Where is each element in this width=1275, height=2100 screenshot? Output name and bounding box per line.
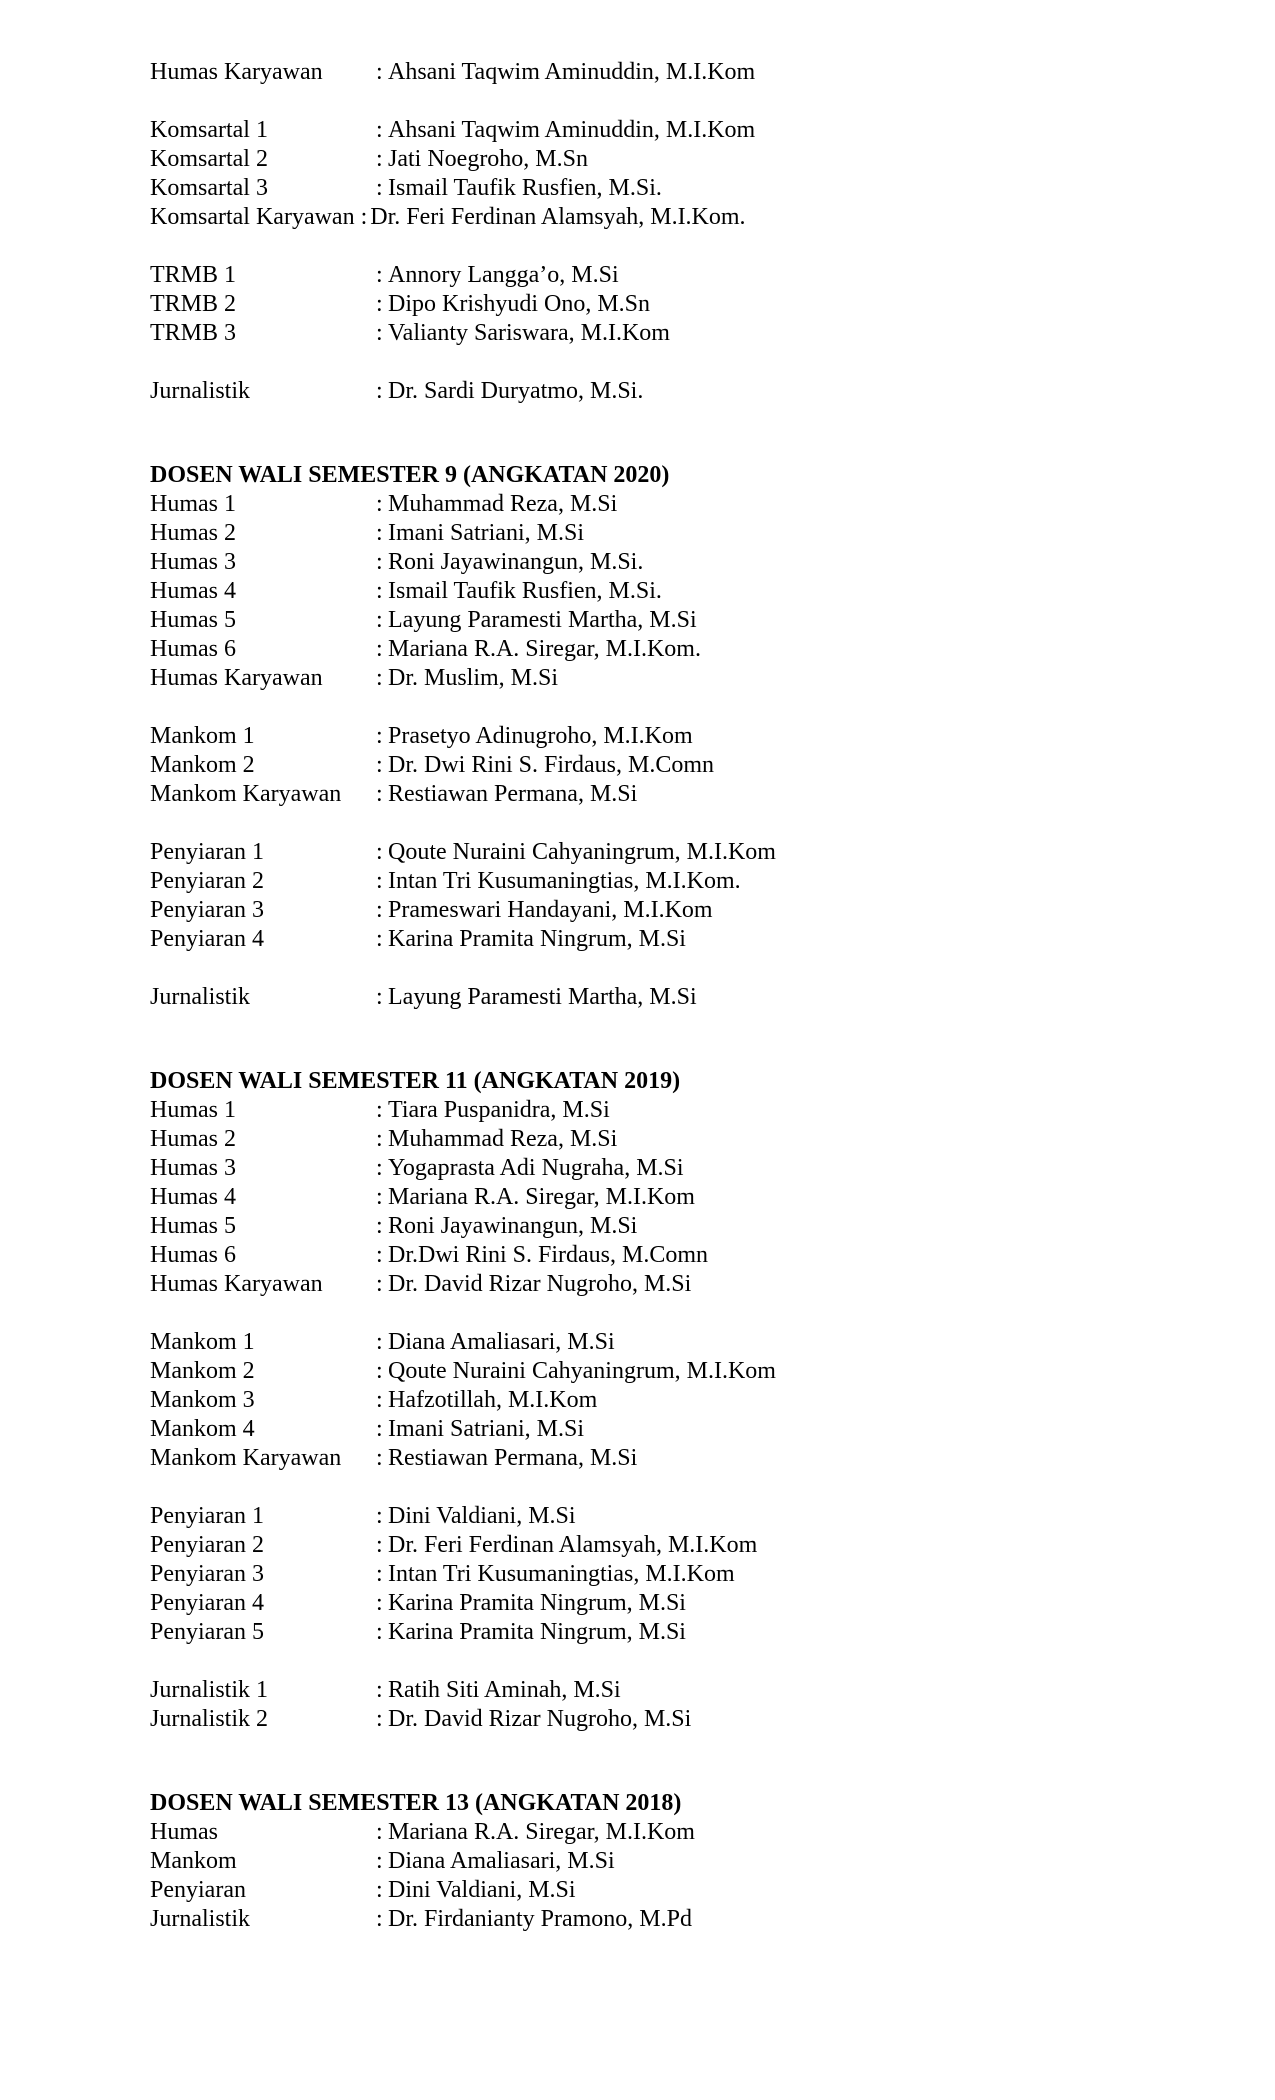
colon-separator: : bbox=[376, 1358, 383, 1384]
lecturer-name: Dini Valdiani, M.Si bbox=[388, 1877, 576, 1903]
assignment-row bbox=[150, 1241, 1210, 1270]
assignment-row bbox=[150, 1531, 1210, 1560]
colon-separator: : bbox=[376, 1126, 383, 1152]
lecturer-name: Dipo Krishyudi Ono, M.Sn bbox=[388, 291, 651, 317]
colon-separator: : bbox=[376, 839, 383, 865]
assignment-row bbox=[150, 1154, 1210, 1183]
lecturer-name: Dr.Dwi Rini S. Firdaus, M.Comn bbox=[388, 1242, 709, 1268]
program-label: Humas bbox=[150, 1819, 218, 1845]
assignment-row bbox=[150, 1876, 1210, 1905]
group-spacer bbox=[150, 1473, 1210, 1502]
colon-separator: : bbox=[376, 1619, 383, 1645]
assignment-row bbox=[150, 319, 1210, 348]
colon-separator: : bbox=[376, 926, 383, 952]
colon-separator: : bbox=[376, 1819, 383, 1845]
assignment-row bbox=[150, 664, 1210, 693]
program-label: Penyiaran 3 bbox=[150, 1561, 264, 1587]
program-label: Humas 3 bbox=[150, 549, 236, 575]
program-label: Mankom 2 bbox=[150, 1358, 255, 1384]
lecturer-name: Intan Tri Kusumaningtias, M.I.Kom bbox=[388, 1561, 735, 1587]
assignment-row bbox=[150, 1444, 1210, 1473]
program-label: Komsartal Karyawan bbox=[150, 204, 355, 230]
assignment-row bbox=[150, 203, 1210, 232]
group-spacer bbox=[150, 693, 1210, 722]
program-label: Penyiaran 4 bbox=[150, 926, 264, 952]
lecturer-name: Muhammad Reza, M.Si bbox=[388, 1126, 618, 1152]
lecturer-name: Diana Amaliasari, M.Si bbox=[388, 1848, 615, 1874]
lecturer-name: Dr. Feri Ferdinan Alamsyah, M.I.Kom bbox=[388, 1532, 758, 1558]
group-spacer bbox=[150, 87, 1210, 116]
assignment-row bbox=[150, 635, 1210, 664]
program-label: Humas 6 bbox=[150, 636, 236, 662]
section-heading: DOSEN WALI SEMESTER 11 (ANGKATAN 2019) bbox=[150, 1068, 681, 1094]
program-label: Humas 2 bbox=[150, 1126, 236, 1152]
lecturer-name: Mariana R.A. Siregar, M.I.Kom bbox=[388, 1819, 695, 1845]
group-spacer bbox=[150, 809, 1210, 838]
program-label: Humas 3 bbox=[150, 1155, 236, 1181]
assignment-row bbox=[150, 1705, 1210, 1734]
program-label: Komsartal 3 bbox=[150, 175, 268, 201]
group-spacer bbox=[150, 232, 1210, 261]
colon-separator: : bbox=[376, 1848, 383, 1874]
colon-separator: : bbox=[376, 262, 383, 288]
program-label: Mankom 4 bbox=[150, 1416, 255, 1442]
lecturer-name: Roni Jayawinangun, M.Si bbox=[388, 1213, 638, 1239]
assignment-row bbox=[150, 58, 1210, 87]
colon-separator: : bbox=[376, 868, 383, 894]
program-label: TRMB 2 bbox=[150, 291, 237, 317]
lecturer-name: Mariana R.A. Siregar, M.I.Kom. bbox=[388, 636, 701, 662]
assignment-row bbox=[150, 1183, 1210, 1212]
group-spacer bbox=[150, 954, 1210, 983]
assignment-row bbox=[150, 1905, 1210, 1934]
lecturer-name: Dr. David Rizar Nugroho, M.Si bbox=[388, 1271, 692, 1297]
assignment-row bbox=[150, 780, 1210, 809]
lecturer-name: Prameswari Handayani, M.I.Kom bbox=[388, 897, 713, 923]
lecturer-name: Layung Paramesti Martha, M.Si bbox=[388, 984, 697, 1010]
assignment-row bbox=[150, 1502, 1210, 1531]
assignment-row bbox=[150, 1676, 1210, 1705]
program-label: Penyiaran 2 bbox=[150, 868, 264, 894]
program-label: Humas 1 bbox=[150, 1097, 236, 1123]
colon-separator: : bbox=[376, 1242, 383, 1268]
lecturer-name: Hafzotillah, M.I.Kom bbox=[388, 1387, 598, 1413]
colon-separator: : bbox=[376, 1906, 383, 1932]
assignment-row bbox=[150, 577, 1210, 606]
program-label: Jurnalistik 1 bbox=[150, 1677, 268, 1703]
colon-separator: : bbox=[376, 636, 383, 662]
assignment-row bbox=[150, 1096, 1210, 1125]
colon-separator: : bbox=[376, 59, 383, 85]
colon-separator: : bbox=[376, 1416, 383, 1442]
assignment-row bbox=[150, 174, 1210, 203]
colon-separator: : bbox=[376, 549, 383, 575]
program-label: Humas 5 bbox=[150, 607, 236, 633]
program-label: TRMB 1 bbox=[150, 262, 237, 288]
program-label: Humas Karyawan bbox=[150, 665, 323, 691]
colon-separator: : bbox=[376, 1877, 383, 1903]
colon-separator: : bbox=[376, 1184, 383, 1210]
program-label: Humas Karyawan bbox=[150, 1271, 323, 1297]
lecturer-name: Dr. David Rizar Nugroho, M.Si bbox=[388, 1706, 692, 1732]
assignment-row bbox=[150, 1589, 1210, 1618]
colon-separator: : bbox=[376, 320, 383, 346]
colon-separator: : bbox=[376, 291, 383, 317]
colon-separator: : bbox=[376, 117, 383, 143]
colon-separator: : bbox=[376, 1503, 383, 1529]
lecturer-name: Layung Paramesti Martha, M.Si bbox=[388, 607, 697, 633]
colon-separator: : bbox=[376, 1329, 383, 1355]
assignment-row bbox=[150, 1847, 1210, 1876]
section-spacer bbox=[150, 406, 1210, 461]
lecturer-name: Ahsani Taqwim Aminuddin, M.I.Kom bbox=[388, 59, 756, 85]
colon-separator: : bbox=[376, 1677, 383, 1703]
lecturer-name: Dr. Sardi Duryatmo, M.Si. bbox=[388, 378, 644, 404]
lecturer-name: Dr. Dwi Rini S. Firdaus, M.Comn bbox=[388, 752, 715, 778]
lecturer-name: Ratih Siti Aminah, M.Si bbox=[388, 1677, 621, 1703]
colon-separator: : bbox=[376, 1097, 383, 1123]
assignment-row bbox=[150, 1328, 1210, 1357]
program-label: Humas 5 bbox=[150, 1213, 236, 1239]
colon-separator: : bbox=[376, 1561, 383, 1587]
colon-separator: : bbox=[376, 491, 383, 517]
document-page bbox=[150, 58, 1210, 1934]
program-label: Komsartal 1 bbox=[150, 117, 268, 143]
assignment-row bbox=[150, 377, 1210, 406]
section-heading: DOSEN WALI SEMESTER 13 (ANGKATAN 2018) bbox=[150, 1790, 682, 1816]
program-label: Humas 4 bbox=[150, 578, 236, 604]
section-spacer bbox=[150, 1734, 1210, 1789]
assignment-row bbox=[150, 1357, 1210, 1386]
colon-separator: : bbox=[376, 1590, 383, 1616]
assignment-row bbox=[150, 519, 1210, 548]
program-label: Jurnalistik bbox=[150, 1906, 250, 1932]
colon-separator: : bbox=[376, 146, 383, 172]
assignment-row bbox=[150, 548, 1210, 577]
assignment-row bbox=[150, 606, 1210, 635]
lecturer-name: Ismail Taufik Rusfien, M.Si. bbox=[388, 175, 662, 201]
program-label: TRMB 3 bbox=[150, 320, 237, 346]
assignment-row bbox=[150, 896, 1210, 925]
group-spacer bbox=[150, 1299, 1210, 1328]
assignment-row bbox=[150, 722, 1210, 751]
program-label: Jurnalistik bbox=[150, 378, 250, 404]
assignment-row bbox=[150, 867, 1210, 896]
lecturer-name: Imani Satriani, M.Si bbox=[388, 1416, 584, 1442]
colon-separator: : bbox=[376, 1271, 383, 1297]
program-label: Mankom 1 bbox=[150, 1329, 255, 1355]
group-spacer bbox=[150, 1647, 1210, 1676]
colon-separator: : bbox=[376, 1445, 383, 1471]
assignment-row bbox=[150, 261, 1210, 290]
colon-separator: : bbox=[376, 175, 383, 201]
program-label: Humas 6 bbox=[150, 1242, 236, 1268]
program-label: Penyiaran 3 bbox=[150, 897, 264, 923]
lecturer-name: Dr. Feri Ferdinan Alamsyah, M.I.Kom. bbox=[370, 204, 746, 230]
colon-separator: : bbox=[376, 984, 383, 1010]
program-label: Mankom Karyawan bbox=[150, 781, 342, 807]
section-spacer bbox=[150, 1012, 1210, 1067]
assignment-row bbox=[150, 751, 1210, 780]
colon-separator: : bbox=[376, 520, 383, 546]
lecturer-name: Qoute Nuraini Cahyaningrum, M.I.Kom bbox=[388, 1358, 776, 1384]
lecturer-name: Restiawan Permana, M.Si bbox=[388, 781, 638, 807]
lecturer-name: Valianty Sariswara, M.I.Kom bbox=[388, 320, 670, 346]
colon-separator: : bbox=[376, 378, 383, 404]
colon-separator: : bbox=[376, 1532, 383, 1558]
lecturer-name: Ahsani Taqwim Aminuddin, M.I.Kom bbox=[388, 117, 756, 143]
assignment-row bbox=[150, 838, 1210, 867]
lecturer-name: Karina Pramita Ningrum, M.Si bbox=[388, 1590, 686, 1616]
colon-separator: : bbox=[376, 752, 383, 778]
lecturer-name: Yogaprasta Adi Nugraha, M.Si bbox=[388, 1155, 684, 1181]
program-label: Komsartal 2 bbox=[150, 146, 268, 172]
colon-separator: : bbox=[360, 204, 368, 230]
program-label: Mankom Karyawan bbox=[150, 1445, 342, 1471]
assignment-row bbox=[150, 1125, 1210, 1154]
program-label: Mankom bbox=[150, 1848, 237, 1874]
program-label: Jurnalistik 2 bbox=[150, 1706, 268, 1732]
assignment-row bbox=[150, 1560, 1210, 1589]
program-label: Humas 1 bbox=[150, 491, 236, 517]
program-label: Penyiaran 1 bbox=[150, 1503, 264, 1529]
assignment-row bbox=[150, 145, 1210, 174]
colon-separator: : bbox=[376, 1706, 383, 1732]
program-label: Mankom 1 bbox=[150, 723, 255, 749]
group-spacer bbox=[150, 348, 1210, 377]
program-label: Humas 2 bbox=[150, 520, 236, 546]
lecturer-name: Karina Pramita Ningrum, M.Si bbox=[388, 926, 686, 952]
lecturer-name: Muhammad Reza, M.Si bbox=[388, 491, 618, 517]
lecturer-name: Qoute Nuraini Cahyaningrum, M.I.Kom bbox=[388, 839, 776, 865]
colon-separator: : bbox=[376, 1387, 383, 1413]
colon-separator: : bbox=[376, 665, 383, 691]
lecturer-name: Tiara Puspanidra, M.Si bbox=[388, 1097, 610, 1123]
colon-separator: : bbox=[376, 781, 383, 807]
lecturer-name: Annory Langga’o, M.Si bbox=[388, 262, 619, 288]
program-label: Penyiaran 4 bbox=[150, 1590, 264, 1616]
program-label: Jurnalistik bbox=[150, 984, 250, 1010]
colon-separator: : bbox=[376, 723, 383, 749]
colon-separator: : bbox=[376, 897, 383, 923]
lecturer-name: Karina Pramita Ningrum, M.Si bbox=[388, 1619, 686, 1645]
section-heading: DOSEN WALI SEMESTER 9 (ANGKATAN 2020) bbox=[150, 462, 670, 488]
lecturer-name: Diana Amaliasari, M.Si bbox=[388, 1329, 615, 1355]
colon-separator: : bbox=[376, 607, 383, 633]
lecturer-name: Prasetyo Adinugroho, M.I.Kom bbox=[388, 723, 693, 749]
assignment-row bbox=[150, 1270, 1210, 1299]
assignment-row bbox=[150, 983, 1210, 1012]
assignment-row bbox=[150, 490, 1210, 519]
program-label: Penyiaran 2 bbox=[150, 1532, 264, 1558]
assignment-row bbox=[150, 116, 1210, 145]
program-label: Humas Karyawan bbox=[150, 59, 323, 85]
colon-separator: : bbox=[376, 578, 383, 604]
lecturer-name: Imani Satriani, M.Si bbox=[388, 520, 584, 546]
program-label: Penyiaran bbox=[150, 1877, 246, 1903]
assignment-row bbox=[150, 1386, 1210, 1415]
assignment-row bbox=[150, 925, 1210, 954]
program-label: Penyiaran 5 bbox=[150, 1619, 264, 1645]
program-label: Penyiaran 1 bbox=[150, 839, 264, 865]
assignment-row bbox=[150, 1618, 1210, 1647]
assignment-row bbox=[150, 1818, 1210, 1847]
lecturer-name: Intan Tri Kusumaningtias, M.I.Kom. bbox=[388, 868, 741, 894]
lecturer-name: Restiawan Permana, M.Si bbox=[388, 1445, 638, 1471]
lecturer-name: Dini Valdiani, M.Si bbox=[388, 1503, 576, 1529]
colon-separator: : bbox=[376, 1155, 383, 1181]
assignment-row bbox=[150, 1212, 1210, 1241]
lecturer-name: Ismail Taufik Rusfien, M.Si. bbox=[388, 578, 662, 604]
lecturer-name: Dr. Firdanianty Pramono, M.Pd bbox=[388, 1906, 692, 1932]
assignment-row bbox=[150, 1415, 1210, 1444]
program-label: Mankom 2 bbox=[150, 752, 255, 778]
colon-separator: : bbox=[376, 1213, 383, 1239]
lecturer-name: Dr. Muslim, M.Si bbox=[388, 665, 559, 691]
program-label: Humas 4 bbox=[150, 1184, 236, 1210]
lecturer-name: Mariana R.A. Siregar, M.I.Kom bbox=[388, 1184, 695, 1210]
lecturer-name: Roni Jayawinangun, M.Si. bbox=[388, 549, 644, 575]
lecturer-name: Jati Noegroho, M.Sn bbox=[388, 146, 588, 172]
program-label: Mankom 3 bbox=[150, 1387, 255, 1413]
assignment-row bbox=[150, 290, 1210, 319]
